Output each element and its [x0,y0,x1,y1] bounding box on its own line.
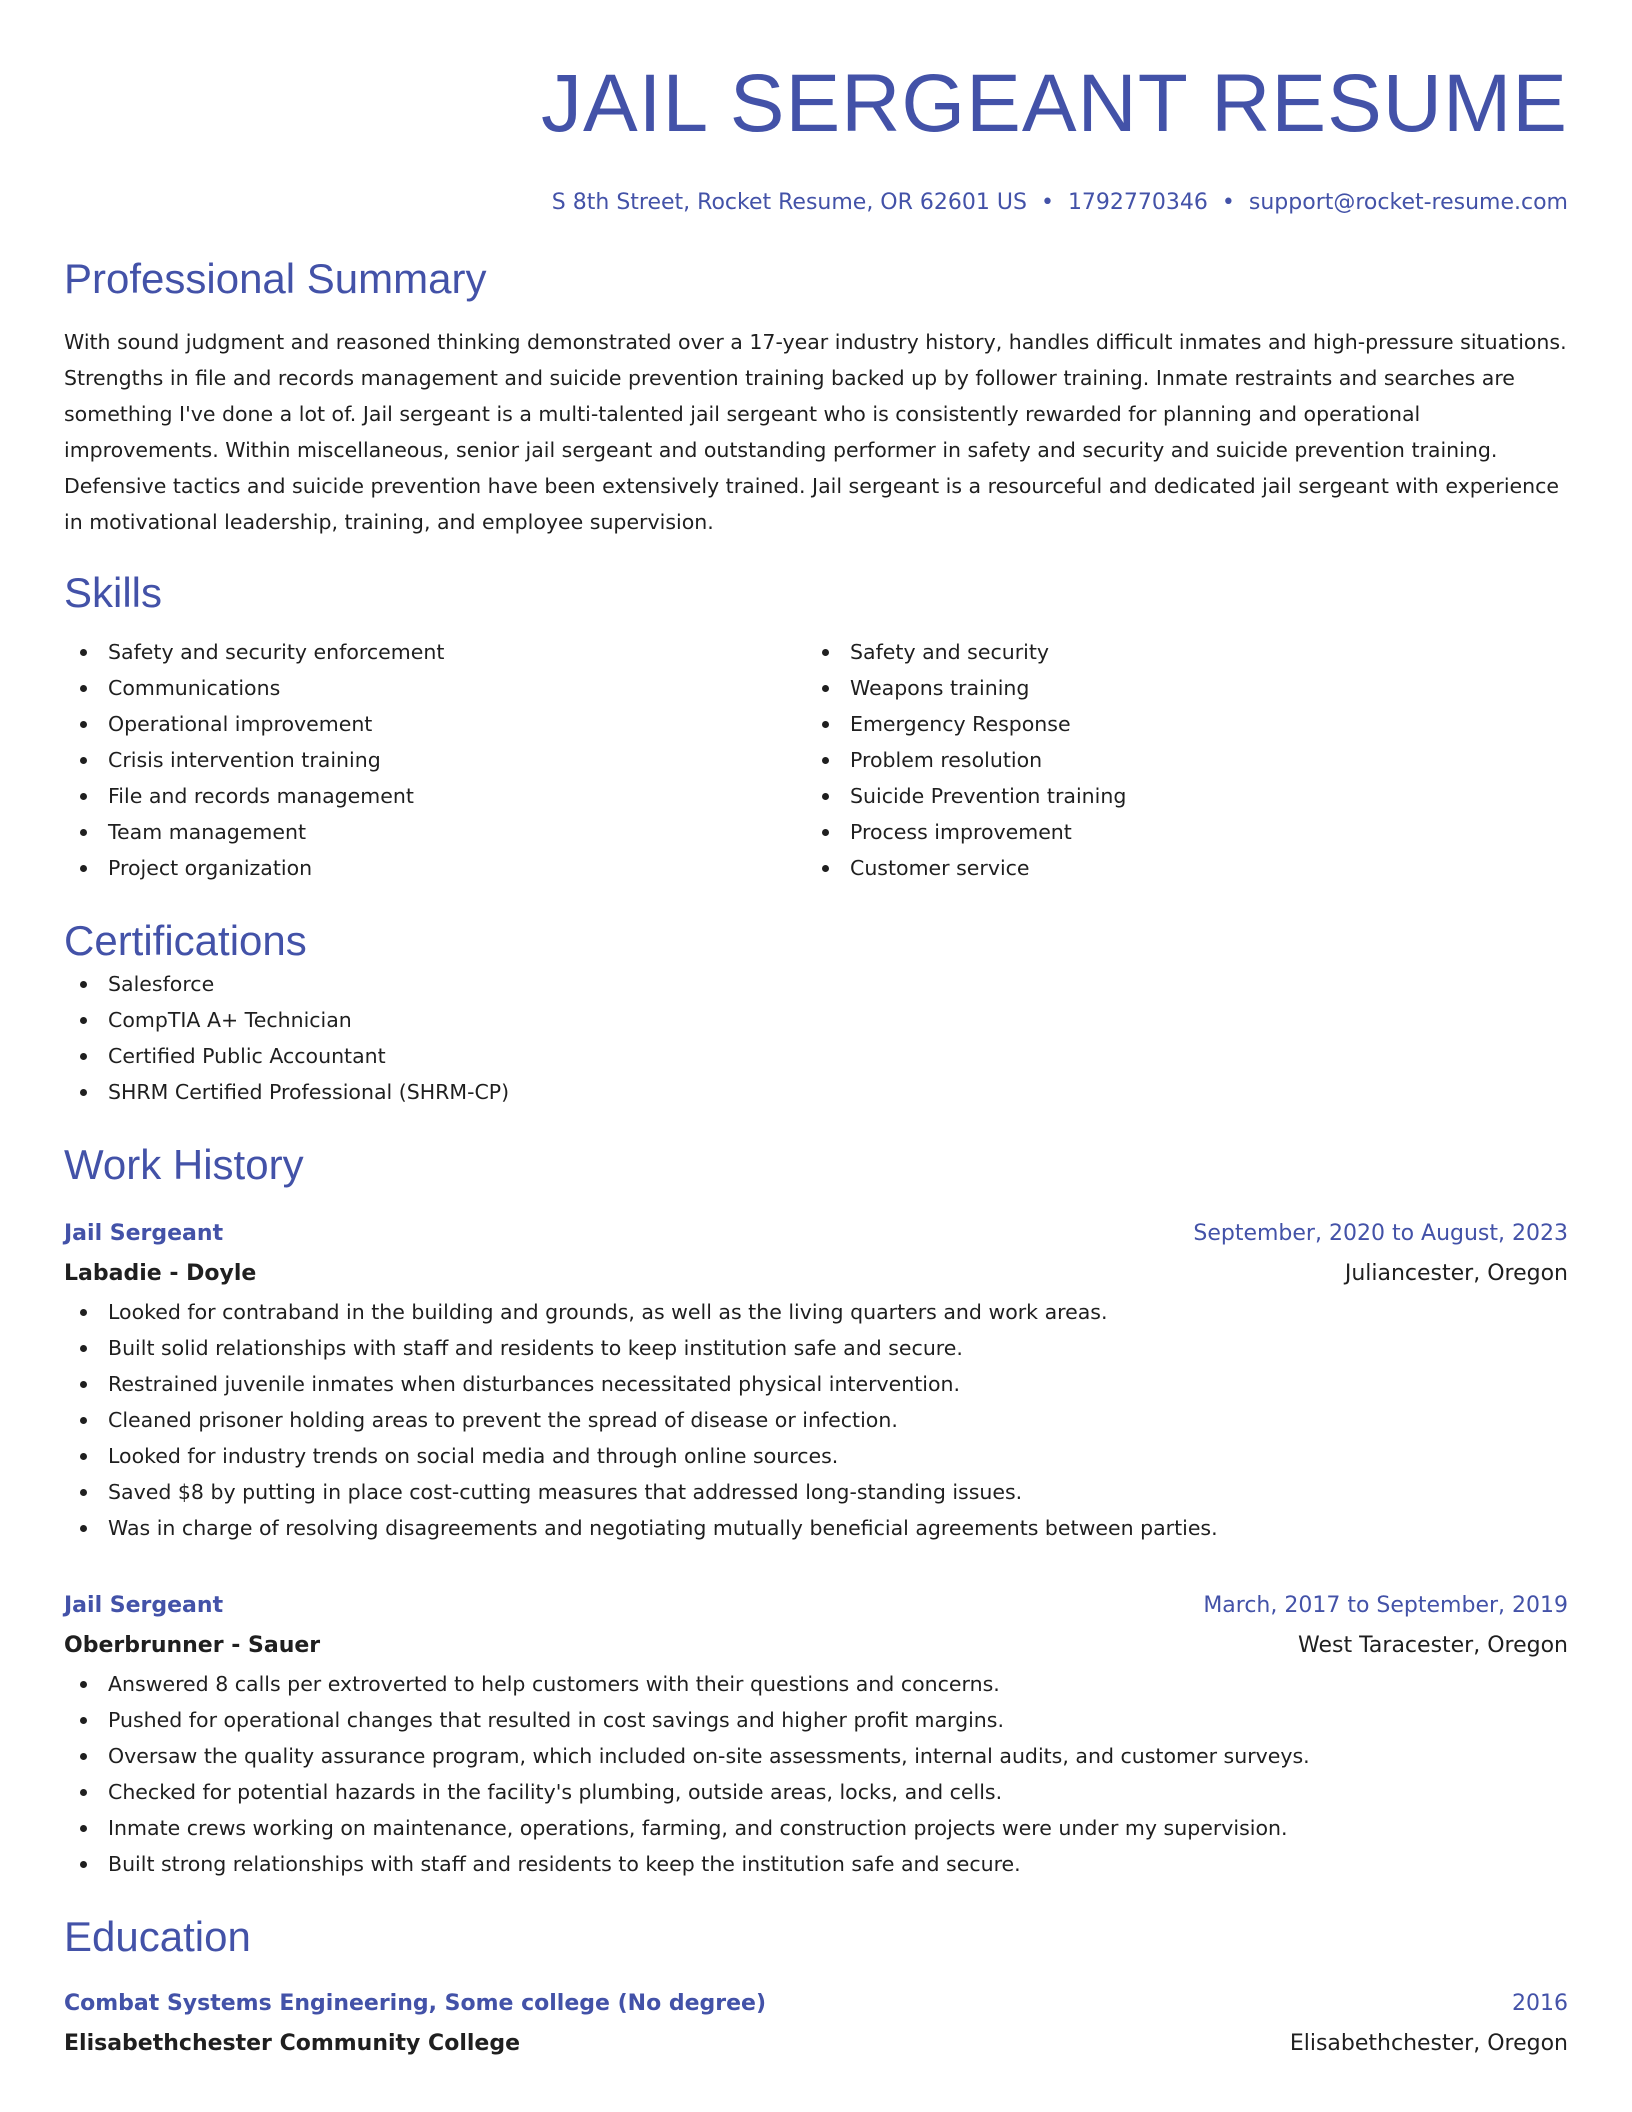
job-duty: Cleaned prisoner holding areas to prevent the spread of disease or infection. [64,1402,1568,1438]
skill-item: Process improvement [806,814,1548,850]
section-title-skills: Skills [64,569,163,616]
job-title: Jail Sergeant [64,1221,224,1246]
skill-item: Project organization [64,850,806,886]
skill-item: Team management [64,814,806,850]
skills-grid [64,634,1568,886]
contact-separator: • [1221,190,1235,215]
contact-address: S 8th Street, Rocket Resume, OR 62601 US [551,190,1027,215]
resume-header [64,56,1568,218]
skills-list-left [64,634,806,886]
skill-item: Safety and security [806,634,1548,670]
education-degree: Combat Systems Engineering, Some college (No degree) [64,1991,767,2016]
skill-item: Communications [64,670,806,706]
skill-item: Emergency Response [806,706,1548,742]
job-header-row [64,1214,1568,1254]
contact-phone: 1792770346 [1067,190,1208,215]
job-title: Jail Sergeant [64,1593,224,1618]
job-location: West Taracester, Oregon [1298,1633,1568,1658]
skill-item: Crisis intervention training [64,742,806,778]
job-duty: Saved $8 by putting in place cost-cutting measures that addressed long-standing issues. [64,1474,1568,1510]
section-title-certifications: Certifications [64,917,307,964]
education-header-row [64,1984,1568,2024]
education-year: 2016 [1512,1991,1568,2016]
skills-column-left [64,634,806,886]
section-title-summary: Professional Summary [64,255,487,302]
summary-text: With sound judgment and reasoned thinking demonstrated over a 17-year industry history, handles difficult inmates and high-pressure situations. Strengths in file and records management and suicide prevention training backed up by follower training. Inmate restraints and searches are something I've done a lot of. Jail sergeant is a multi-talented jail sergeant who is consistently rewarded for planning and operational improvements. Within miscellaneous, senior jail sergeant and outstanding performer in safety and security and suicide prevention training. Defensive tactics and suicide prevention have been extensively trained. Jail sergeant is a resourceful and dedicated jail sergeant with experience in motivational leadership, training, and employee supervision. [64,330,1567,534]
skills-column-right [806,634,1548,886]
skill-item: Safety and security enforcement [64,634,806,670]
certifications-list [64,966,1568,1110]
job-duty: Pushed for operational changes that resulted in cost savings and higher profit margins. [64,1702,1568,1738]
skill-item: Weapons training [806,670,1548,706]
education-entry [64,1984,1568,2064]
certification-item: Certified Public Accountant [64,1038,1568,1074]
skill-item: File and records management [64,778,806,814]
education-school-row [64,2024,1568,2064]
certification-item: CompTIA A+ Technician [64,1002,1568,1038]
skill-item: Customer service [806,850,1548,886]
section-title-education: Education [64,1913,251,1960]
job-company: Labadie - Doyle [64,1261,257,1286]
job-location: Juliancester, Oregon [1344,1261,1568,1286]
job-duty: Oversaw the quality assurance program, which included on-site assessments, internal audits, and customer surveys. [64,1738,1568,1774]
education-location: Elisabethchester, Oregon [1289,2031,1568,2056]
job-duty: Looked for contraband in the building and grounds, as well as the living quarters and work areas. [64,1294,1568,1330]
resume-title: JAIL SERGEANT RESUME [540,58,1568,149]
job-duties-list [64,1294,1568,1546]
skill-item: Operational improvement [64,706,806,742]
education-school: Elisabethchester Community College [64,2031,520,2056]
job-duty: Inmate crews working on maintenance, operations, farming, and construction projects were under my supervision. [64,1810,1568,1846]
job-company: Oberbrunner - Sauer [64,1633,321,1658]
job-company-row [64,1254,1568,1294]
job-header-row [64,1586,1568,1626]
job-duty: Built solid relationships with staff and residents to keep institution safe and secure. [64,1330,1568,1366]
job-dates: September, 2020 to August, 2023 [1193,1221,1568,1246]
job-entry [64,1586,1568,1882]
skills-list-right [806,634,1548,886]
job-dates: March, 2017 to September, 2019 [1203,1593,1568,1618]
job-entry [64,1214,1568,1546]
job-duty: Checked for potential hazards in the facility's plumbing, outside areas, locks, and cells. [64,1774,1568,1810]
contact-line [64,188,1568,218]
job-duty: Built strong relationships with staff and residents to keep the institution safe and secure. [64,1846,1568,1882]
job-duty: Answered 8 calls per extroverted to help customers with their questions and concerns. [64,1666,1568,1702]
certification-item: SHRM Certified Professional (SHRM-CP) [64,1074,1568,1110]
contact-email: support@rocket-resume.com [1248,190,1568,215]
section-title-work-history: Work History [64,1141,304,1188]
skill-item: Suicide Prevention training [806,778,1548,814]
job-company-row [64,1626,1568,1666]
job-duty: Restrained juvenile inmates when disturbances necessitated physical intervention. [64,1366,1568,1402]
contact-separator: • [1040,190,1054,215]
skill-item: Problem resolution [806,742,1548,778]
job-duty: Was in charge of resolving disagreements and negotiating mutually beneficial agreements between parties. [64,1510,1568,1546]
job-duty: Looked for industry trends on social media and through online sources. [64,1438,1568,1474]
job-duties-list [64,1666,1568,1882]
certification-item: Salesforce [64,966,1568,1002]
